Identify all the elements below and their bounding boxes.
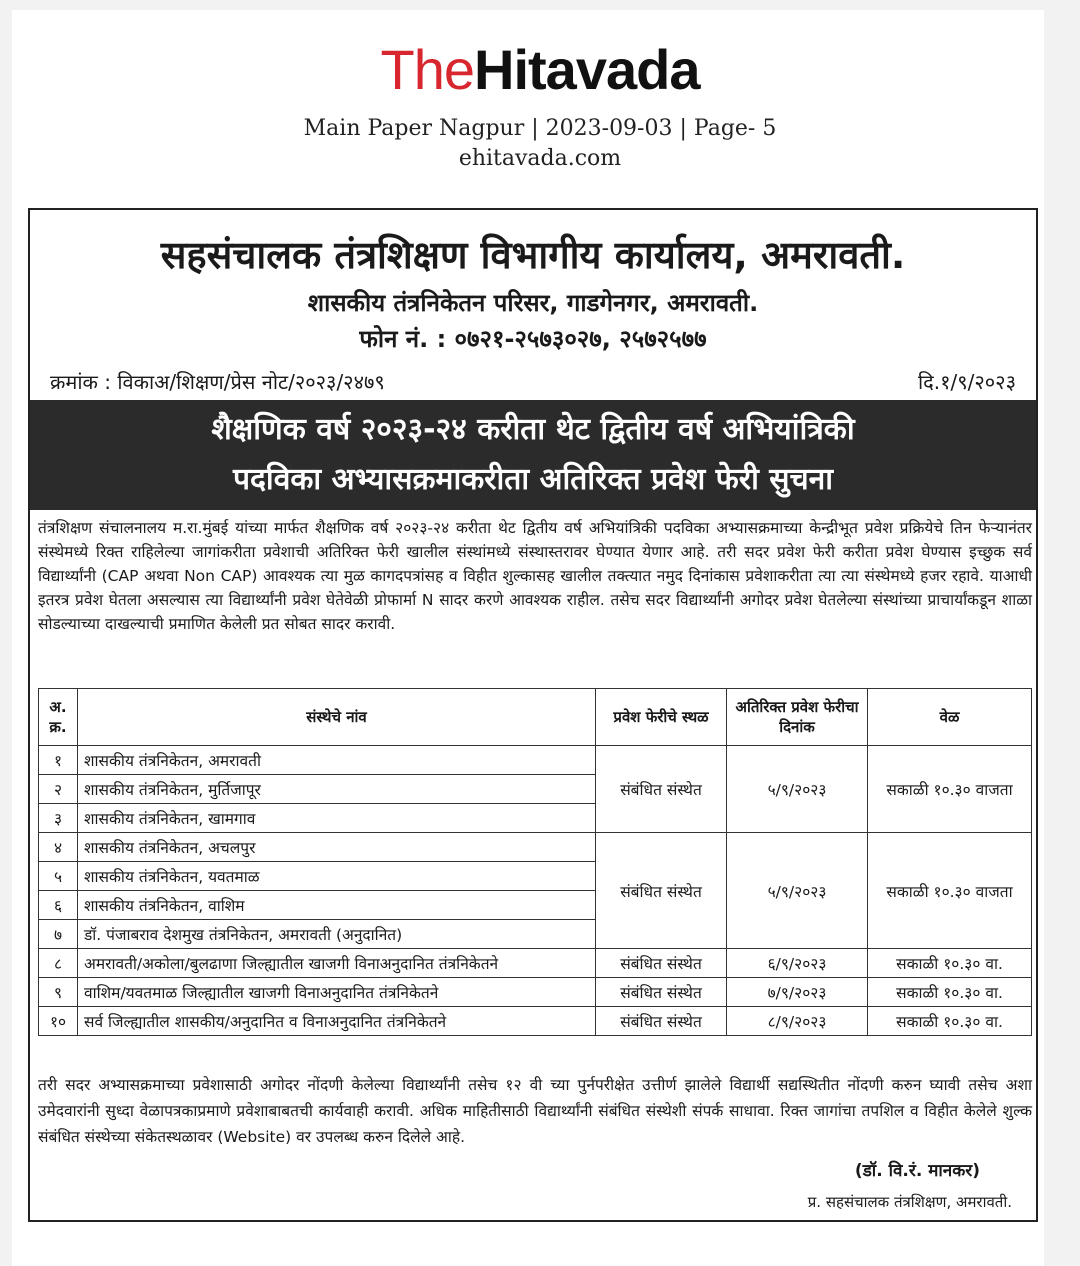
header-place: प्रवेश फेरीचे स्थळ xyxy=(596,689,727,746)
notice-date: दि.१/९/२०२३ xyxy=(917,370,1016,394)
header-time: वेळ xyxy=(868,689,1032,746)
header-num: अ. क्र. xyxy=(39,689,78,746)
row-num: ९ xyxy=(39,978,78,1007)
masthead-logo xyxy=(0,38,1080,102)
office-phone: फोन नं. : ०७२१-२५७३०२७, २५७२५७७ xyxy=(359,325,707,353)
row-num: २ xyxy=(39,775,78,804)
row-name: डॉ. पंजाबराव देशमुख तंत्रनिकेतन, अमरावती (अनुदानित) xyxy=(78,920,596,949)
row-date: ८/९/२०२३ xyxy=(727,1007,868,1036)
row-time: सकाळी १०.३० वा. xyxy=(868,1007,1032,1036)
signatory-name: (डॉ. वि.रं. मानकर) xyxy=(854,1161,980,1181)
row-num: ४ xyxy=(39,833,78,862)
row-name: शासकीय तंत्रनिकेतन, वाशिम xyxy=(78,891,596,920)
table-row xyxy=(39,1007,1032,1036)
table-row xyxy=(39,978,1032,1007)
row-time: सकाळी १०.३० वाजता xyxy=(868,746,1032,833)
masthead-the: The xyxy=(380,38,475,101)
header-date: अतिरिक्त प्रवेश फेरीचा दिनांक xyxy=(727,689,868,746)
edition-line: Main Paper Nagpur | 2023-09-03 | Page- 5 xyxy=(303,116,777,141)
header-name: संस्थेचे नांव xyxy=(78,689,596,746)
signatory-designation: प्र. सहसंचालक तंत्रशिक्षण, अमरावती. xyxy=(807,1193,1012,1211)
row-name: शासकीय तंत्रनिकेतन, खामगाव xyxy=(78,804,596,833)
row-time: सकाळी १०.३० वा. xyxy=(868,949,1032,978)
table-row xyxy=(39,746,1032,775)
intro-paragraph: तंत्रशिक्षण संचालनालय म.रा.मुंबई यांच्या मार्फत शैक्षणिक वर्ष २०२३-२४ करीता थेट द्वितीय वर्ष अभियांत्रिकी पदविका अभ्यासक्रमाच्या केन्द्रीभूत प्रवेश प्रक्रियेचे तिन फेऱ्यानंतर संस्थेमध्ये रिक्त राहिलेल्या जागांकरीता प्रवेशाची अतिरिक्त फेरी खालील संस्थांमध्ये संस्थास्तरावर घेण्यात येणार आहे. तरी सदर प्रवेश फेरी करीता प्रवेश घेण्यास इच्छुक सर्व विद्यार्थ्यांनी (CAP अथवा Non CAP) आवश्यक त्या मुळ कागदपत्रांसह व विहीत शुल्कासह खालील तक्त्यात नमुद दिनांकास प्रवेशाकरीता त्या त्या संस्थेमध्ये हजर रहावे. याआधी इतरत्र प्रवेश घेतला असल्यास त्या विद्यार्थ्यांनी प्रवेश घेतेवेळी प्रोफार्मा N सादर करणे आवश्यक राहील. तसेच सदर विद्यार्थ्यांनी अगोदर प्रवेश घेतलेल्या संस्थांच्या प्राचार्यांकडून शाळा सोडल्याच्या दाखल्याची प्रमाणित केलेली प्रत सोबत सादर करावी. xyxy=(38,519,1032,633)
row-num: ७ xyxy=(39,920,78,949)
row-num: ८ xyxy=(39,949,78,978)
table-header-row xyxy=(39,689,1032,746)
row-num: ५ xyxy=(39,862,78,891)
row-name: शासकीय तंत्रनिकेतन, मुर्तिजापूर xyxy=(78,775,596,804)
row-name: शासकीय तंत्रनिकेतन, यवतमाळ xyxy=(78,862,596,891)
row-place: संबंधित संस्थेत xyxy=(596,949,727,978)
table-row xyxy=(39,949,1032,978)
row-place: संबंधित संस्थेत xyxy=(596,746,727,833)
schedule-table xyxy=(38,688,1032,1036)
row-name: अमरावती/अकोला/बुलढाणा जिल्ह्यातील खाजगी विनाअनुदानित तंत्रनिकेतने xyxy=(78,949,596,978)
website-link[interactable]: ehitavada.com xyxy=(458,146,622,171)
row-time: सकाळी १०.३० वाजता xyxy=(868,833,1032,949)
row-num: १० xyxy=(39,1007,78,1036)
row-date: ५/९/२०२३ xyxy=(727,746,868,833)
row-num: ६ xyxy=(39,891,78,920)
row-time: सकाळी १०.३० वा. xyxy=(868,978,1032,1007)
office-address: शासकीय तंत्रनिकेतन परिसर, गाडगेनगर, अमरावती. xyxy=(307,289,759,317)
row-num: १ xyxy=(39,746,78,775)
row-date: ७/९/२०२३ xyxy=(727,978,868,1007)
row-date: ५/९/२०२३ xyxy=(727,833,868,949)
row-name: सर्व जिल्ह्यातील शासकीय/अनुदानित व विनाअनुदानित तंत्रनिकेतने xyxy=(78,1007,596,1036)
row-place: संबंधित संस्थेत xyxy=(596,978,727,1007)
banner-line-2: पदविका अभ्यासक्रमाकरीता अतिरिक्त प्रवेश फेरी सुचना xyxy=(232,462,834,497)
row-place: संबंधित संस्थेत xyxy=(596,833,727,949)
row-name: शासकीय तंत्रनिकेतन, अमरावती xyxy=(78,746,596,775)
row-num: ३ xyxy=(39,804,78,833)
reference-number: क्रमांक : विकाअ/शिक्षण/प्रेस नोट/२०२३/२४७९ xyxy=(50,370,385,394)
notice-advertisement xyxy=(28,208,1038,1222)
row-place: संबंधित संस्थेत xyxy=(596,1007,727,1036)
row-date: ६/९/२०२३ xyxy=(727,949,868,978)
table-row xyxy=(39,833,1032,862)
banner-line-1: शैक्षणिक वर्ष २०२३-२४ करीता थेट द्वितीय वर्ष अभियांत्रिकी xyxy=(211,412,855,447)
footer-paragraph: तरी सदर अभ्यासक्रमाच्या प्रवेशासाठी अगोदर नोंदणी केलेल्या विद्यार्थ्यांनी तसेच १२ वी च्या पुर्नपरीक्षेत उत्तीर्ण झालेले विद्यार्थी सद्यस्थितीत नोंदणी करुन घ्यावी तसेच अशा उमेदवारांनी सुध्दा वेळापत्रकाप्रमाणे प्रवेशाबाबतची कार्यवाही करावी. अधिक माहितीसाठी विद्यार्थ्यांनी संबंधित संस्थेशी संपर्क साधावा. रिक्त जागांचा तपशिल व विहीत केलेले शुल्क संबंधित संस्थेच्या संकेतस्थळावर (Website) वर उपलब्ध करुन दिलेले आहे. xyxy=(38,1076,1032,1146)
office-title: सहसंचालक तंत्रशिक्षण विभागीय कार्यालय, अमरावती. xyxy=(160,233,906,277)
row-name: वाशिम/यवतमाळ जिल्ह्यातील खाजगी विनाअनुदानित तंत्रनिकेतने xyxy=(78,978,596,1007)
masthead-name: Hitavada xyxy=(474,38,700,101)
row-name: शासकीय तंत्रनिकेतन, अचलपुर xyxy=(78,833,596,862)
notice-banner xyxy=(30,400,1036,510)
